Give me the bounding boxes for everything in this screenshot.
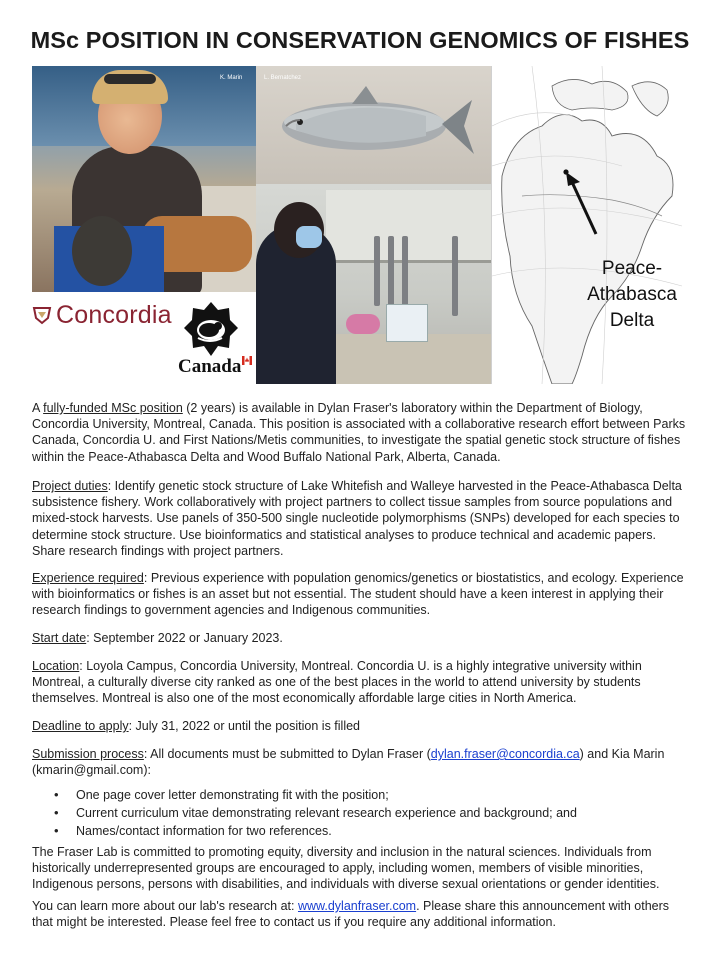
canada-flag-icon bbox=[242, 356, 252, 365]
website-link[interactable]: www.dylanfraser.com bbox=[297, 899, 417, 913]
list-item: • One page cover letter demonstrating fit with the position; bbox=[32, 786, 672, 804]
submission-documents-list bbox=[32, 786, 672, 840]
researcher-photo bbox=[32, 66, 256, 292]
submission-heading: Submission process bbox=[32, 747, 144, 761]
list-item: • Names/contact information for two references. bbox=[32, 822, 672, 840]
funded-position-text: fully-funded MSc position bbox=[43, 401, 183, 415]
concordia-logo: Concordia bbox=[32, 300, 172, 330]
page-title: MSc POSITION IN CONSERVATION GENOMICS OF FISHES bbox=[30, 27, 690, 53]
logo-area bbox=[32, 292, 256, 384]
photo-credit-marin: K. Marin bbox=[220, 75, 243, 81]
experience-paragraph: Experience required: Previous experience with population genomics/genetics or biostatistics, and ecology. Experience with bioinformatics or fishes is an asset but not essential. The student should have a keen interest in applying their research findings to government agencies and Indigenous communities. bbox=[32, 571, 684, 618]
parks-canada-beaver-icon bbox=[182, 300, 240, 358]
north-america-map bbox=[491, 66, 684, 384]
intro-paragraph: A fully-funded MSc position (2 years) is available in Dylan Fraser's laboratory within the Department of Biology, Concordia University, Montreal, Canada. This position is associated with a collaborative research effort between Parks Canada, Concordia U. and First Nations/Metis communities, to investigate the spatial genetic stock structure of fishes within the Peace-Athabasca Delta and Wood Buffalo National Park, Alberta, Canada. bbox=[32, 401, 686, 464]
submission-paragraph: Submission process: All documents must be submitted to Dylan Fraser (dylan.fraser@concordia.ca) and Kia Marin (kmarin@gmail.com): bbox=[32, 747, 665, 778]
location-heading: Location bbox=[32, 659, 80, 673]
duties-heading: Project duties bbox=[32, 479, 108, 493]
start-date-paragraph: Start date: September 2022 or January 2023. bbox=[32, 631, 283, 645]
list-item: • Current curriculum vitae demonstrating relevant research experience and background; and bbox=[32, 804, 672, 822]
whitefish-photo bbox=[256, 66, 491, 184]
duties-paragraph: Project duties: Identify genetic stock structure of Lake Whitefish and Walleye harvested in the Peace-Athabasca Delta subsistence fishery. Work collaboratively with project partners to collect tissue samples from source populations and mixed-stock harvests. Use panels of 350-500 single nucleotide polymorphisms (SNPs) developed for each species to determine stock structure. Use bioinformatics and statistical analyses to produce technical and academic papers. Share research findings with project partners. bbox=[32, 479, 682, 558]
deadline-paragraph: Deadline to apply: July 31, 2022 or until the position is filled bbox=[32, 719, 360, 733]
deadline-heading: Deadline to apply bbox=[32, 719, 129, 733]
experience-heading: Experience required bbox=[32, 571, 144, 585]
equity-paragraph: The Fraser Lab is committed to promoting equity, diversity and inclusion in the natural sciences. Individuals from historically underrepresented groups are encouraged to apply, including women, members of visible minorities, Indigenous persons, persons with disabilities, and individuals with diverse sexual orientations or gender identities. bbox=[32, 845, 660, 892]
closing-paragraph: You can learn more about our lab's research at: www.dylanfraser.com. Please share this announcement with others that might be interested. Please feel free to contact us if you require any additional information. bbox=[32, 899, 670, 930]
map-label: Peace- Athabasca Delta bbox=[587, 258, 677, 331]
email-link-fraser[interactable]: dylan.fraser@concordia.ca bbox=[430, 747, 580, 761]
concordia-shield-icon bbox=[32, 305, 52, 325]
start-date-heading: Start date bbox=[32, 631, 87, 645]
location-paragraph: Location: Loyola Campus, Concordia University, Montreal. Concordia U. is a highly integrative university within Montreal, a culturally diverse city ranked as one of the best places in the world to attend university by students themselves. Montreal is also one of the most economically affordable large cities in North America. bbox=[32, 659, 642, 706]
photo-collage bbox=[32, 66, 683, 384]
lab-photo bbox=[256, 184, 491, 384]
canada-wordmark: Canada bbox=[178, 356, 242, 377]
photo-credit-bernatchez: L. Bernatchez bbox=[264, 75, 302, 81]
